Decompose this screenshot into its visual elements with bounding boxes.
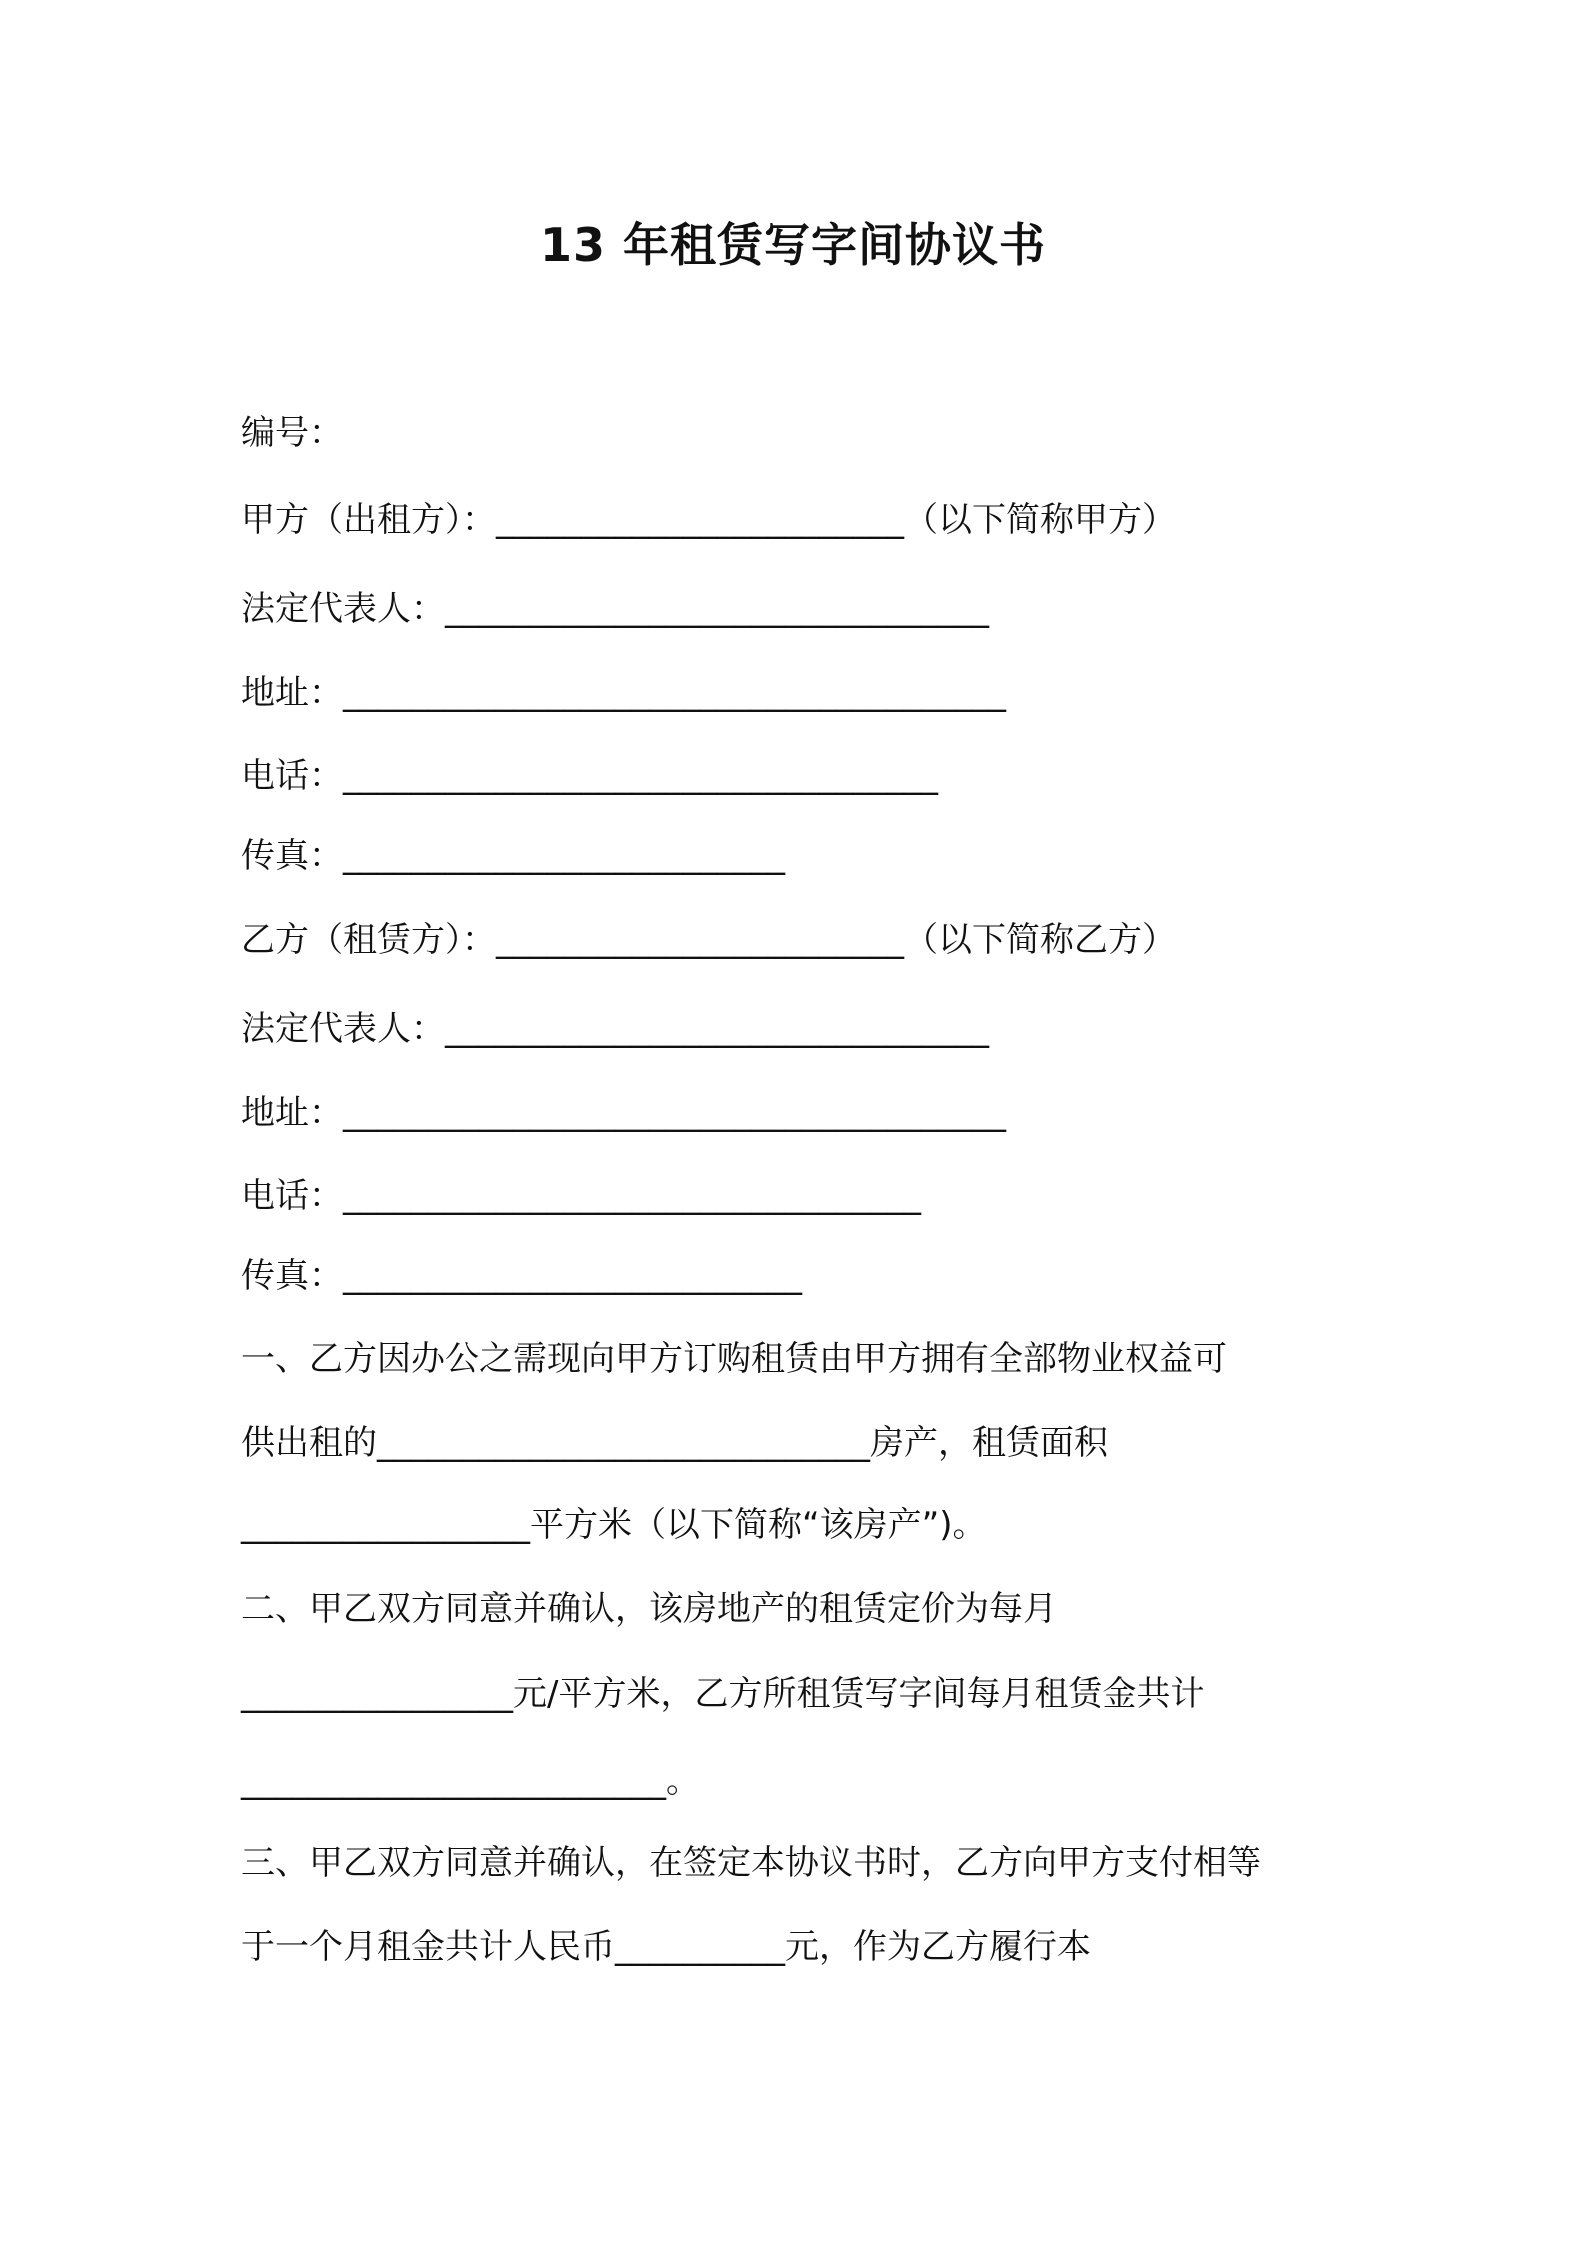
party-a-address-line: 地址：_______________________________________ — [241, 673, 1006, 713]
clause-2-line-1: 二、甲乙双方同意并确认，该房地产的租赁定价为每月 — [241, 1589, 1057, 1629]
document-title: 13 年租赁写字间协议书 — [539, 218, 1047, 272]
party-a-representative-line: 法定代表人：________________________________ — [241, 589, 989, 629]
party-b-line: 乙方（租赁方）：________________________（以下简称乙方） — [241, 920, 1176, 960]
party-a-phone-line: 电话：___________________________________ — [241, 756, 938, 796]
serial-number-line: 编号： — [241, 413, 343, 453]
party-b-representative-line: 法定代表人：________________________________ — [241, 1009, 989, 1049]
clause-3-line-1: 三、甲乙双方同意并确认，在签定本协议书时，乙方向甲方支付相等 — [241, 1843, 1261, 1883]
clause-1-line-3: _________________平方米（以下简称“该房产”)。 — [241, 1505, 987, 1545]
party-b-address-line: 地址：_______________________________________ — [241, 1093, 1006, 1133]
clause-3-line-2: 于一个月租金共计人民币__________元，作为乙方履行本 — [241, 1927, 1091, 1967]
party-b-phone-line: 电话：__________________________________ — [241, 1176, 921, 1216]
clause-1-line-2: 供出租的_____________________________房产，租赁面积 — [241, 1423, 1108, 1463]
party-b-fax-line: 传真：___________________________ — [241, 1256, 802, 1296]
clause-1-line-1: 一、乙方因办公之需现向甲方订购租赁由甲方拥有全部物业权益可 — [241, 1339, 1227, 1379]
party-a-fax-line: 传真：__________________________ — [241, 836, 785, 876]
clause-2-line-3: _________________________。 — [241, 1761, 700, 1801]
party-a-line: 甲方（出租方）：________________________（以下简称甲方） — [241, 500, 1176, 540]
clause-2-line-2: ________________元/平方米，乙方所租赁写字间每月租赁金共计 — [241, 1674, 1205, 1714]
